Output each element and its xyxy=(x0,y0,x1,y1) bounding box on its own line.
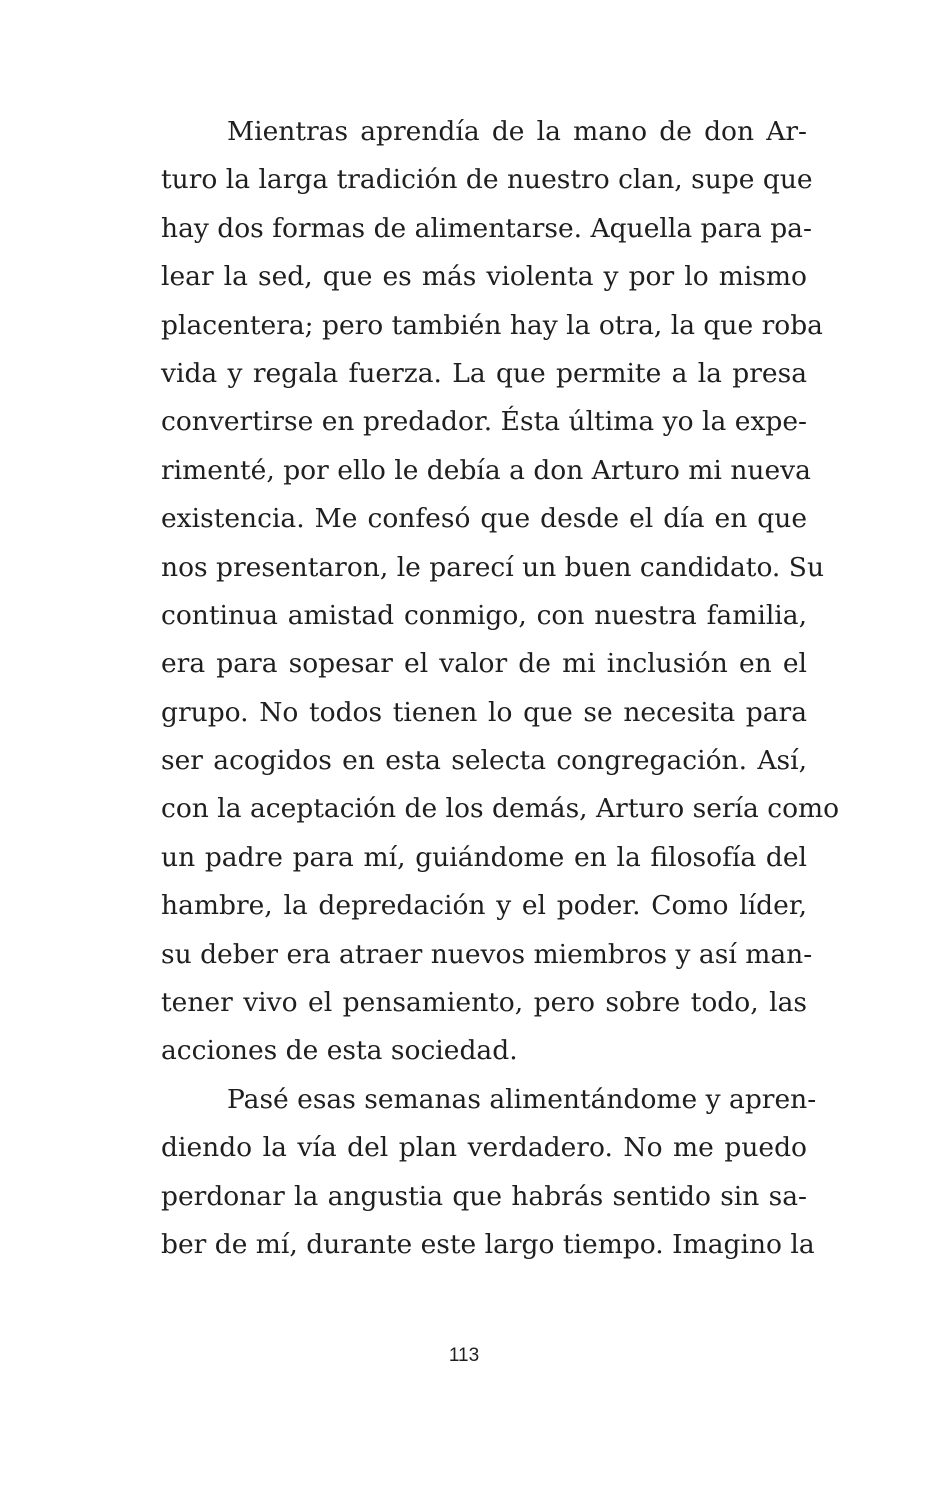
text-line: con la aceptación de los demás, Arturo sería como xyxy=(161,793,840,825)
text-line: era para sopesar el valor de mi inclusión en el xyxy=(161,648,807,680)
text-line: ber de mí, durante este largo tiempo. Imagino la xyxy=(161,1228,815,1260)
text-line: nos presentaron, le parecí un buen candidato. Su xyxy=(161,551,825,583)
text-line: ser acogidos en esta selecta congregación. Así, xyxy=(161,745,807,777)
body-text xyxy=(161,108,840,1269)
text-line: grupo. No todos tienen lo que se necesita para xyxy=(161,696,807,728)
text-line: lear la sed, que es más violenta y por lo mismo xyxy=(161,261,807,293)
text-line: un padre para mí, guiándome en la filosofía del xyxy=(161,841,807,873)
text-line: perdonar la angustia que habrás sentido sin sa- xyxy=(161,1180,807,1212)
text-line: Pasé esas semanas alimentándome y apren- xyxy=(227,1083,817,1115)
text-line: acciones de esta sociedad. xyxy=(161,1035,518,1067)
text-line: tener vivo el pensamiento, pero sobre todo, las xyxy=(161,987,807,1019)
text-line: placentera; pero también hay la otra, la que roba xyxy=(161,309,823,341)
text-line: continua amistad conmigo, con nuestra familia, xyxy=(161,599,807,631)
text-line: rimenté, por ello le debía a don Arturo mi nueva xyxy=(161,454,811,486)
text-line: vida y regala fuerza. La que permite a la presa xyxy=(161,357,807,389)
page-number: 113 xyxy=(448,1345,480,1366)
text-line: convertirse en predador. Ésta última yo la expe- xyxy=(161,406,807,438)
text-line: existencia. Me confesó que desde el día en que xyxy=(161,503,807,535)
text-line: hambre, la depredación y el poder. Como líder, xyxy=(161,890,807,922)
text-line: diendo la vía del plan verdadero. No me puedo xyxy=(161,1132,807,1164)
text-line: su deber era atraer nuevos miembros y así man- xyxy=(161,938,813,970)
text-line: hay dos formas de alimentarse. Aquella para pa- xyxy=(161,212,812,244)
text-line: Mientras aprendía de la mano de don Ar- xyxy=(227,116,807,147)
text-line: turo la larga tradición de nuestro clan, supe que xyxy=(161,164,813,196)
